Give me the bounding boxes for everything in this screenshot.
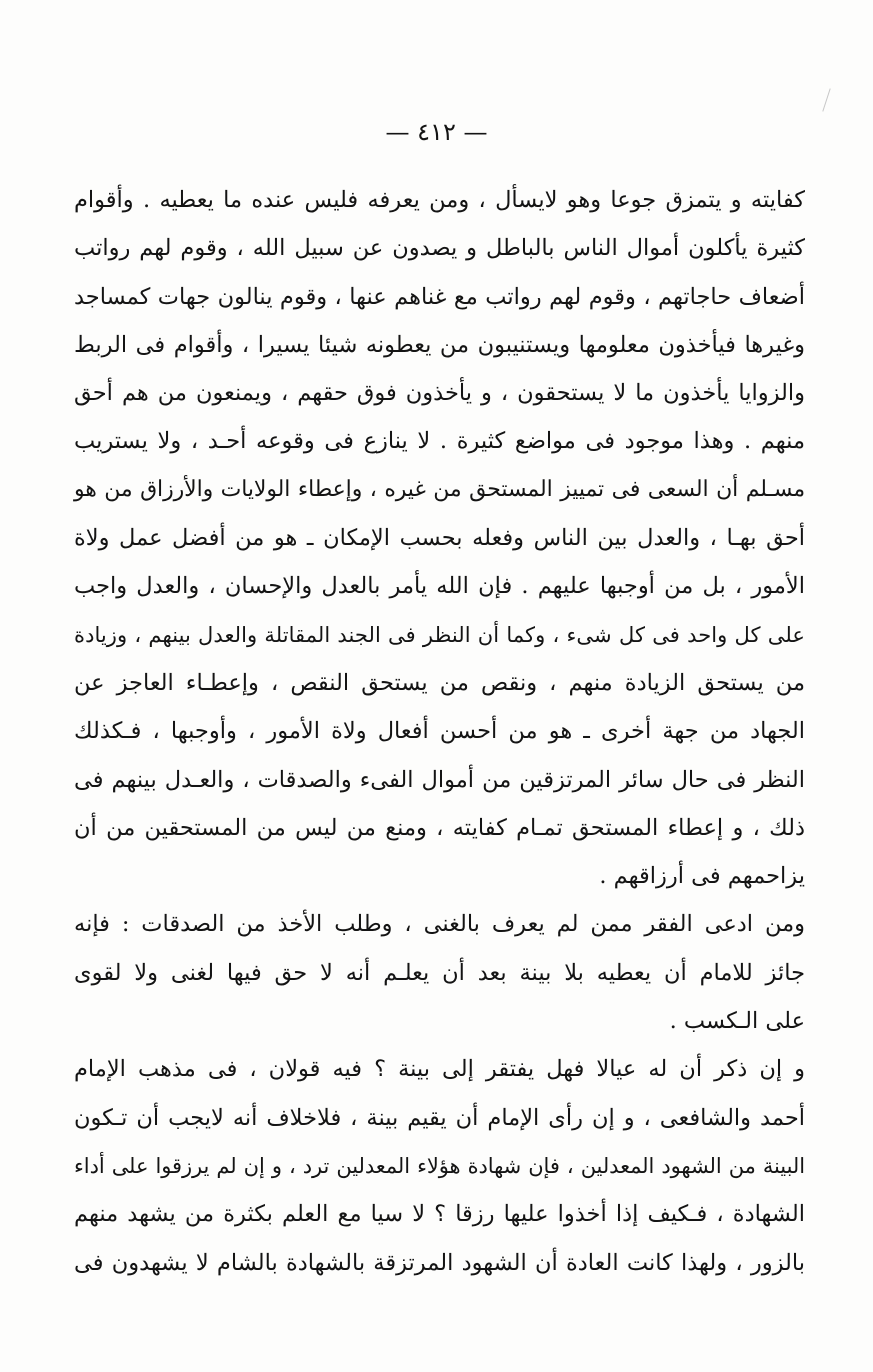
text-line: منهم . وهذا موجود فى مواضع كثيرة . لا ينازع فى وقوعه أحـد ، ولا يستريب xyxy=(74,428,805,455)
text-line: والزوايا يأخذون ما لا يستحقون ، و يأخذون فوق حقهم ، ويمنعون من هم أحق xyxy=(74,380,805,407)
text-line: كثيرة يأكلون أموال الناس بالباطل و يصدون عن سبيل الله ، وقوم لهم رواتب xyxy=(74,235,805,262)
text-line: كفايته و يتمزق جوعا وهو لايسأل ، ومن يعرفه فليس عنده ما يعطيه . وأقوام xyxy=(74,187,805,213)
page-number: — ٤١٢ — xyxy=(385,118,488,146)
paragraph-1 xyxy=(74,176,805,900)
text-line: جائز للامام أن يعطيه بلا بينة بعد أن يعلـم أنه لا حق فيها لغنى ولا لقوى xyxy=(74,959,805,986)
text-line: النظر فى حال سائر المرتزقين من أموال الفىء والصدقات ، والعـدل بينهم فى xyxy=(74,766,805,793)
text-line: بالزور ، ولهذا كانت العادة أن الشهود المرتزقة بالشهادة بالشام لا يشهدون فى xyxy=(74,1249,805,1276)
text-line: الشهادة ، فـكيف إذا أخذوا عليها رزقا ؟ لا سيا مع العلم بكثرة من يشهد منهم xyxy=(74,1201,805,1228)
page-body xyxy=(74,176,805,1287)
text-line: أحمد والشافعى ، و إن رأى الإمام أن يقيم بينة ، فلاخلاف أنه لايجب أن تـكون xyxy=(74,1104,805,1131)
text-line: من يستحق الزيادة منهم ، ونقص من يستحق النقص ، وإعطـاء العاجز عن xyxy=(74,669,805,696)
text-line: أضعاف حاجاتهم ، وقوم لهم رواتب مع غناهم عنها ، وقوم ينالون جهات كمساجد xyxy=(74,283,805,310)
text-line: على الـكسب . xyxy=(669,1008,805,1035)
text-line: يزاحمهم فى أرزاقهم . xyxy=(599,863,805,890)
text-line: ومن ادعى الفقر ممن لم يعرف بالغنى ، وطلب الأخذ من الصدقات : فإنه xyxy=(74,911,805,938)
text-line: ذلك ، و إعطاء المستحق تمـام كفايته ، ومنع من ليس من المستحقين من أن xyxy=(74,814,805,841)
paragraph-2 xyxy=(74,900,805,1045)
text-line: البينة من الشهود المعدلين ، فإن شهادة هؤلاء المعدلين ترد ، و إن لم يرزقوا على أداء xyxy=(74,1153,805,1178)
text-line: و إن ذكر أن له عيالا فهل يفتقر إلى بينة ؟ فيه قولان ، فى مذهب الإمام xyxy=(74,1056,805,1083)
text-line: على كل واحد فى كل شىء ، وكما أن النظر فى الجند المقاتلة والعدل بينهم ، وزيادة xyxy=(74,621,805,647)
text-line: مسـلم أن السعى فى تمييز المستحق من غيره ، وإعطاء الولايات والأرزاق من هو xyxy=(74,476,805,502)
text-line: الجهاد من جهة أخرى ـ هو من أحسن أفعال ولاة الأمور ، وأوجبها ، فـكذلك xyxy=(74,718,805,745)
text-line: وغيرها فيأخذون معلومها ويستنيبون من يعطونه شيئا يسيرا ، وأقوام فى الربط xyxy=(74,331,805,358)
text-line: الأمور ، بل من أوجبها عليهم . فإن الله يأمر بالعدل والإحسان ، والعدل واجب xyxy=(74,573,805,600)
text-line: أحق بهـا ، والعدل بين الناس وفعله بحسب الإمكان ـ هو من أفضل عمل ولاة xyxy=(74,525,805,552)
scan-artifact-mark xyxy=(822,88,830,111)
paragraph-3 xyxy=(74,1045,805,1286)
